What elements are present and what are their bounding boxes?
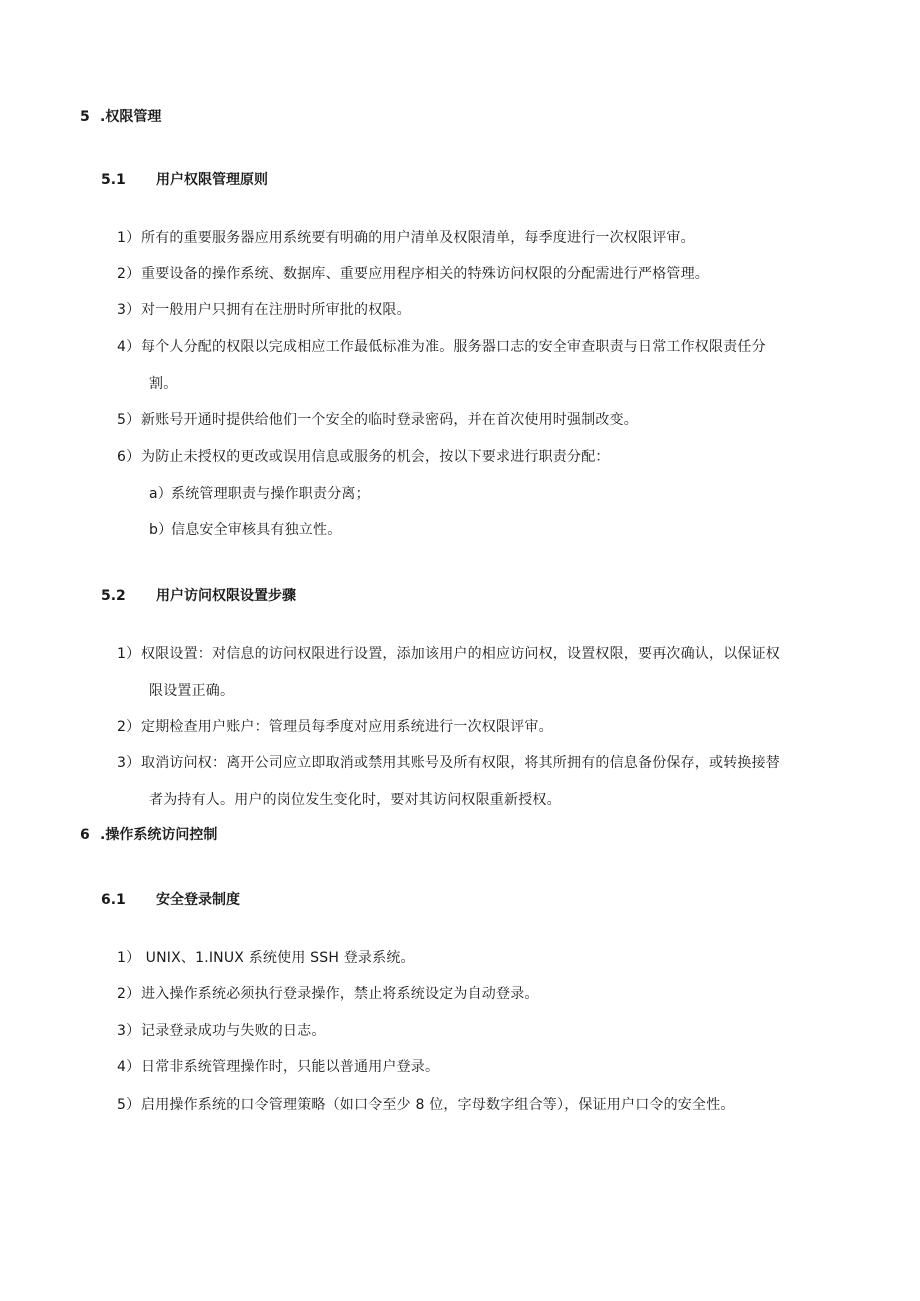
list-item-text: 每个人分配的权限以完成相应工作最低标准为准。服务器口志的安全审查职责与日常工作权限责任分 bbox=[141, 339, 766, 355]
list-item bbox=[117, 716, 553, 736]
list-item-text: 重要设备的操作系统、数据库、重要应用程序相关的特殊访问权限的分配需进行严格管理。 bbox=[141, 266, 709, 282]
list-item bbox=[117, 336, 766, 356]
list-item-text: 为防止未授权的更改或误用信息或服务的机会，按以下要求进行职责分配： bbox=[141, 449, 610, 465]
list-item bbox=[117, 446, 610, 466]
section-title: .操作系统访问控制 bbox=[100, 827, 218, 843]
list-item-number: 1） bbox=[117, 950, 141, 966]
list-item-continuation: 割。 bbox=[149, 376, 178, 392]
list-item-text: 新账号开通时提供给他们一个安全的临时登录密码，并在首次使用时强制改变。 bbox=[141, 412, 638, 428]
section-number: 6 bbox=[80, 827, 90, 843]
subsection-title: 安全登录制度 bbox=[156, 892, 240, 908]
list-item bbox=[117, 299, 411, 319]
list-item-number: 5） bbox=[117, 1097, 141, 1113]
list-item bbox=[117, 263, 709, 283]
list-item bbox=[117, 752, 780, 772]
list-item bbox=[117, 947, 415, 967]
list-item bbox=[117, 1056, 439, 1076]
list-item-continuation: 者为持有人。用户的岗位发生变化时，要对其访问权限重新授权。 bbox=[149, 792, 561, 808]
list-item-text: 定期检查用户账户：管理员每季度对应用系统进行一次权限评审。 bbox=[141, 719, 553, 735]
list-item-number: 3） bbox=[117, 302, 141, 318]
list-item-number: 4） bbox=[117, 1059, 141, 1075]
section-heading bbox=[80, 106, 161, 126]
sub-list-item-number: b） bbox=[149, 522, 173, 538]
list-item-number: 3） bbox=[117, 755, 141, 771]
list-item-number: 1） bbox=[117, 646, 141, 662]
list-item-number: 2） bbox=[117, 719, 141, 735]
list-item-number: 6） bbox=[117, 449, 141, 465]
list-item bbox=[117, 227, 695, 247]
subsection-title: 用户访问权限设置步骤 bbox=[156, 588, 296, 604]
subsection-heading bbox=[101, 585, 296, 605]
sub-list-item bbox=[149, 483, 370, 503]
list-item-number: 2） bbox=[117, 986, 141, 1002]
list-item-text: 所有的重要服务器应用系统要有明确的用户清单及权限清单，每季度进行一次权限评审。 bbox=[141, 230, 695, 246]
list-item-text: 日常非系统管理操作时，只能以普通用户登录。 bbox=[141, 1059, 440, 1075]
list-item bbox=[117, 1020, 326, 1040]
list-item-text: 对一般用户只拥有在注册时所审批的权限。 bbox=[141, 302, 411, 318]
subsection-heading bbox=[101, 889, 240, 909]
list-item-number: 2） bbox=[117, 266, 141, 282]
list-item-number: 3） bbox=[117, 1023, 141, 1039]
list-item-continuation: 限设置正确。 bbox=[149, 683, 235, 699]
list-item-number: 5） bbox=[117, 412, 141, 428]
list-item-text: 记录登录成功与失败的日志。 bbox=[141, 1023, 326, 1039]
sub-list-item-number: a） bbox=[149, 486, 172, 502]
list-item bbox=[117, 1094, 735, 1114]
sub-list-item-text: 信息安全审核具有独立性。 bbox=[171, 522, 342, 538]
subsection-number: 5.1 bbox=[101, 172, 126, 188]
subsection-number: 5.2 bbox=[101, 588, 126, 604]
list-item-number: 1） bbox=[117, 230, 141, 246]
sub-list-item-text: 系统管理职责与操作职责分离； bbox=[171, 486, 370, 502]
subsection-title: 用户权限管理原则 bbox=[156, 172, 268, 188]
subsection-heading bbox=[101, 169, 268, 189]
list-item-text: 取消访问权：离开公司应立即取消或禁用其账号及所有权限，将其所拥有的信息备份保存，或转换接替 bbox=[141, 755, 780, 771]
section-heading bbox=[80, 824, 217, 844]
sub-list-item bbox=[149, 519, 341, 539]
list-item-text: UNIX、1.INUX 系统使用 SSH 登录系统。 bbox=[141, 950, 415, 966]
list-item-text: 进入操作系统必须执行登录操作，禁止将系统设定为自动登录。 bbox=[141, 986, 539, 1002]
list-item-text: 启用操作系统的口令管理策略（如口令至少 8 位，字母数字组合等），保证用户口令的安全性。 bbox=[141, 1097, 735, 1113]
list-item bbox=[117, 409, 638, 429]
list-item bbox=[117, 983, 539, 1003]
section-number: 5 bbox=[80, 109, 90, 125]
list-item bbox=[117, 643, 780, 663]
list-item-text: 权限设置：对信息的访问权限进行设置，添加该用户的相应访问权，设置权限，要再次确认，以保证权 bbox=[141, 646, 780, 662]
subsection-number: 6.1 bbox=[101, 892, 126, 908]
list-item-number: 4） bbox=[117, 339, 141, 355]
section-title: .权限管理 bbox=[100, 109, 162, 125]
